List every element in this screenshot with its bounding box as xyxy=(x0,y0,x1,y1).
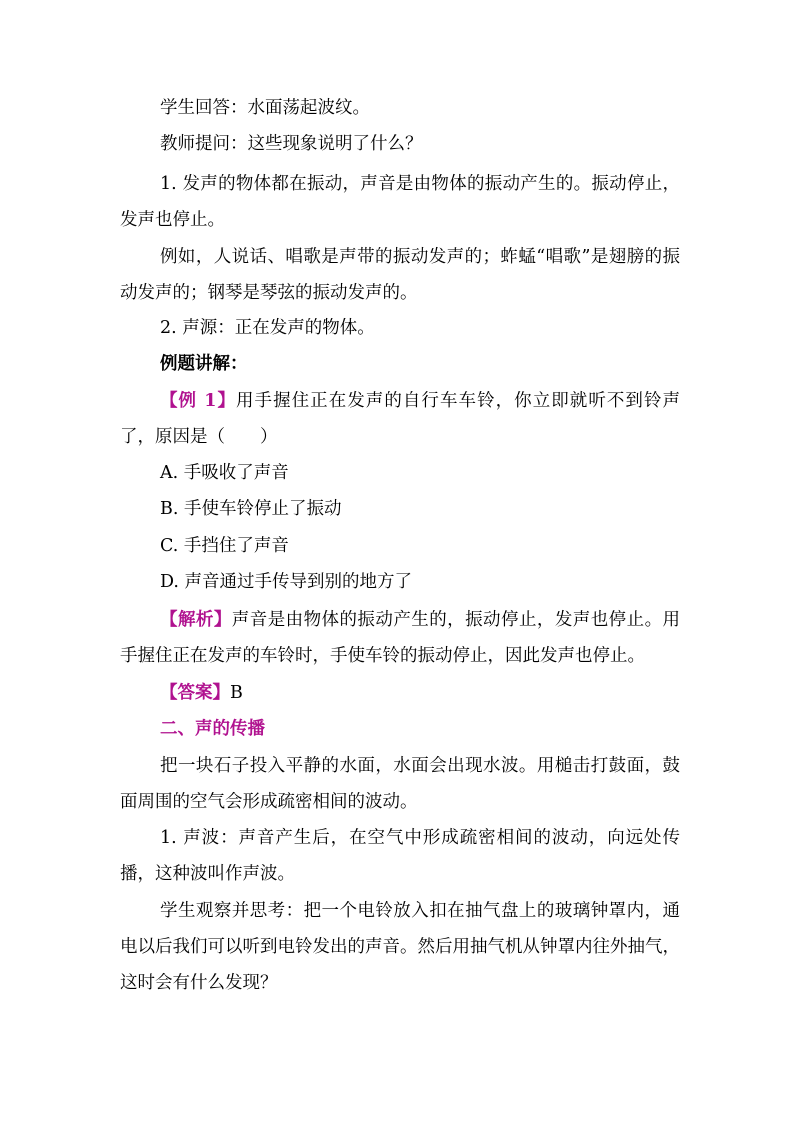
section-heading-sound-propagation: 二、声的传播 xyxy=(160,719,265,739)
student-answer: 学生回答：水面荡起波纹。 xyxy=(160,98,370,118)
water-wave-paragraph: 把一块石子投入平静的水面，水面会出现水波。用槌击打鼓面，鼓面周围的空气会形成疏密相间的波动。 xyxy=(120,756,680,812)
option-a: A. 手吸收了声音 xyxy=(160,463,289,483)
analysis-label: 【解析】 xyxy=(160,610,232,630)
bell-jar-experiment: 学生观察并思考：把一个电铃放入扣在抽气盘上的玻璃钟罩内，通电以后我们可以听到电铃发出的声音。然后用抽气机从钟罩内往外抽气，这时会有什么发现？ xyxy=(120,901,680,993)
option-b: B. 手使车铃停止了振动 xyxy=(160,499,342,519)
answer-line: 【答案】B xyxy=(160,683,243,703)
point-2-sound-source: 2. 声源：正在发声的物体。 xyxy=(160,318,375,338)
teacher-question: 教师提问：这些现象说明了什么？ xyxy=(160,134,423,154)
answer-label: 【答案】 xyxy=(160,683,230,703)
option-c: C. 手挡住了声音 xyxy=(160,536,289,556)
example-1-label: 【例 1】 xyxy=(160,391,236,411)
example-heading: 例题讲解： xyxy=(160,354,248,374)
point-1-vibration: 1. 发声的物体都在振动，声音是由物体的振动产生的。振动停止，发声也停止。 xyxy=(120,174,680,230)
analysis-paragraph: 【解析】声音是由物体的振动产生的，振动停止，发声也停止。用手握住正在发声的车铃时，手使车铃的振动停止，因此发声也停止。 xyxy=(120,610,681,666)
example-1-question: 【例 1】用手握住正在发声的自行车车铃，你立即就听不到铃声了，原因是（ ） xyxy=(120,391,680,447)
option-d: D. 声音通过手传导到别的地方了 xyxy=(160,572,413,592)
example-paragraph: 例如，人说话、唱歌是声带的振动发声的；蚱蜢“唱歌”是翅膀的振动发声的；钢琴是琴弦的振动发声的。 xyxy=(120,247,680,303)
sound-wave-definition: 1. 声波：声音产生后，在空气中形成疏密相间的波动，向远处传播，这种波叫作声波。 xyxy=(120,828,680,884)
